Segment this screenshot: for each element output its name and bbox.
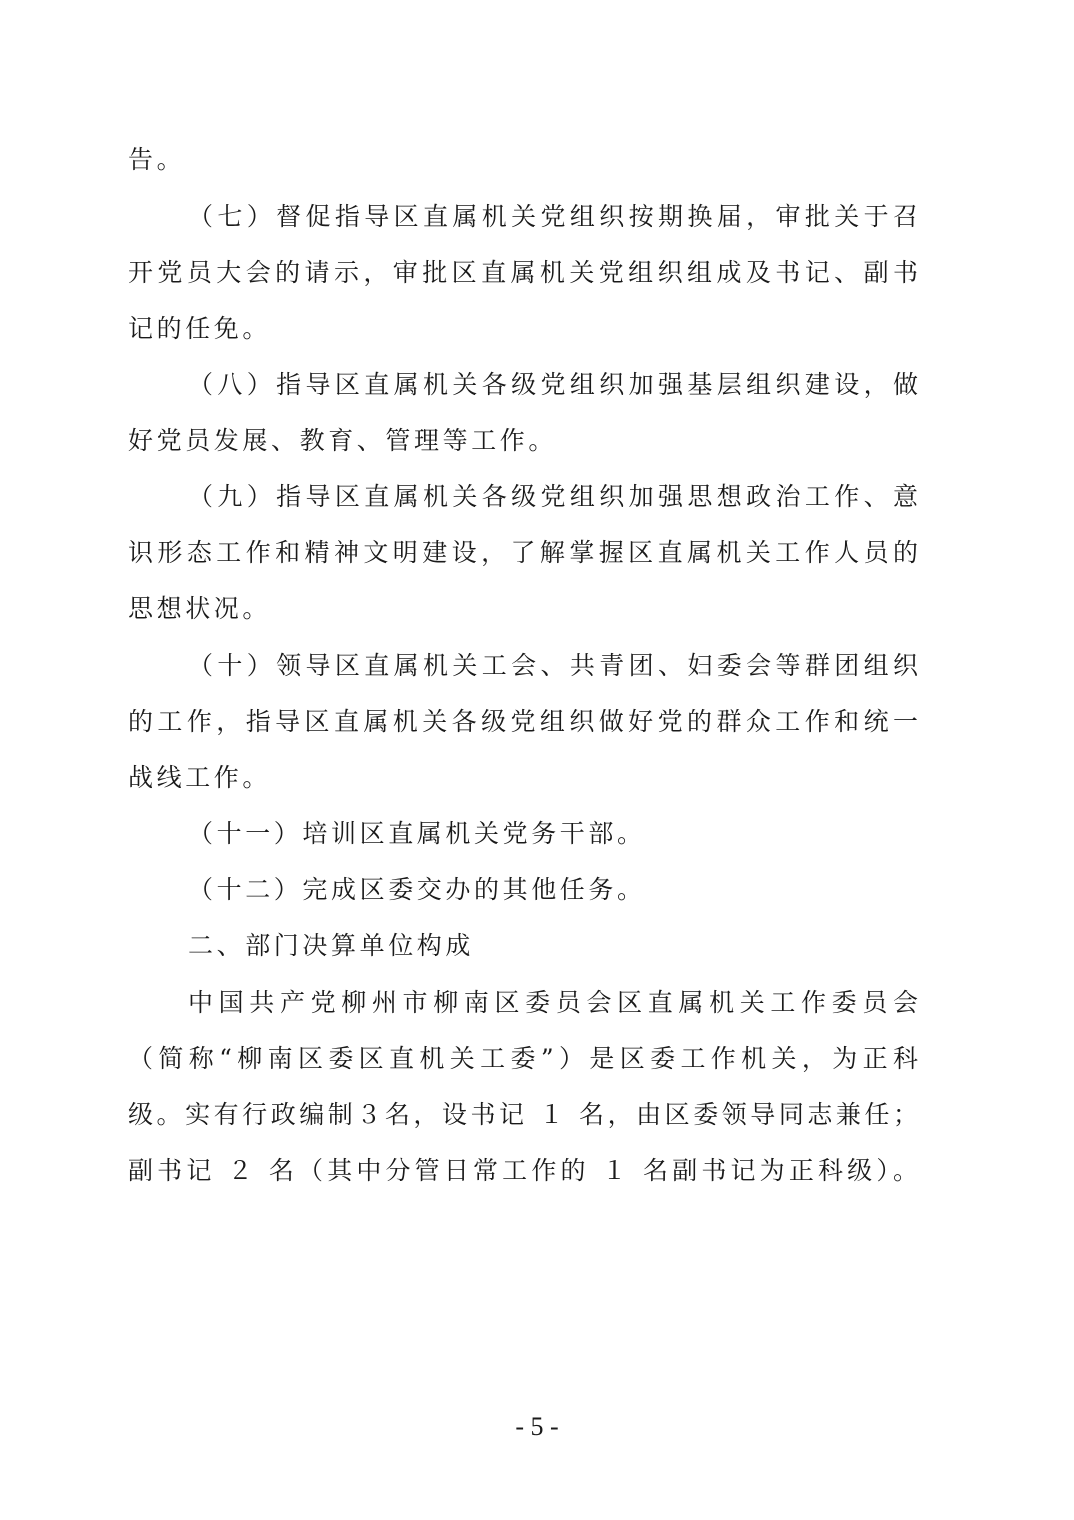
- text-line-2: （七）督促指导区直属机关党组织按期换届，审批关于召: [188, 202, 918, 231]
- text-line-17: （简称“柳南区委区直机关工委”）是区委工作机关，为正科: [128, 1044, 918, 1073]
- text-line-8: 识形态工作和精神文明建设，了解掌握区直属机关工作人员的: [128, 538, 918, 567]
- text-line-9: 思想状况。: [128, 594, 272, 623]
- page-number: - 5 -: [515, 1412, 559, 1441]
- text-line-13: （十一）培训区直属机关党务干部。: [188, 819, 646, 848]
- text-line-10: （十）领导区直属机关工会、共青团、妇委会等群团组织: [188, 651, 918, 680]
- text-line-11: 的工作，指导区直属机关各级党组织做好党的群众工作和统一: [128, 707, 918, 736]
- text-line-16: 中国共产党柳州市柳南区委员会区直属机关工作委员会: [188, 988, 918, 1017]
- text-line-6: 好党员发展、教育、管理等工作。: [128, 426, 558, 455]
- text-line-7: （九）指导区直属机关各级党组织加强思想政治工作、意: [188, 482, 918, 511]
- text-line-5: （八）指导区直属机关各级党组织加强基层组织建设，做: [188, 370, 918, 399]
- text-line-14: （十二）完成区委交办的其他任务。: [188, 875, 646, 904]
- text-line-1: 告。: [128, 145, 186, 174]
- text-line-4: 记的任免。: [128, 314, 272, 343]
- section-heading: 二、部门决算单位构成: [188, 931, 475, 960]
- text-line-19: 副书记 ２ 名（其中分管日常工作的 １ 名副书记为正科级）。: [128, 1156, 918, 1185]
- text-line-18: 级。实有行政编制３名，设书记 １ 名，由区委领导同志兼任；: [128, 1100, 918, 1129]
- text-line-12: 战线工作。: [128, 763, 272, 792]
- text-line-3: 开党员大会的请示，审批区直属机关党组织组成及书记、副书: [128, 258, 918, 287]
